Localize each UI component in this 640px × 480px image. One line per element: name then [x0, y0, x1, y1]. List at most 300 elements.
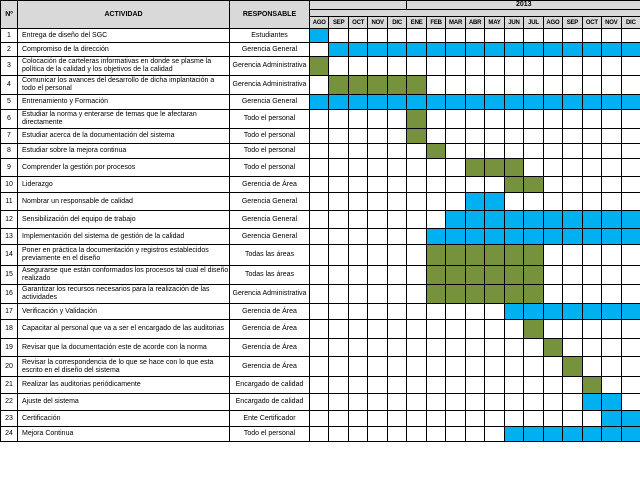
month-header: MAY: [485, 17, 504, 29]
activity-cell: Garantizar los recursos necesarios para la realización de las actividades: [18, 285, 230, 304]
gantt-empty-cell: [465, 129, 484, 144]
gantt-empty-cell: [348, 245, 367, 266]
month-header: OCT: [348, 17, 367, 29]
gantt-empty-cell: [368, 144, 387, 159]
gantt-empty-cell: [465, 29, 484, 43]
table-row: [1, 95, 640, 110]
table-row: [1, 193, 640, 211]
gantt-empty-cell: [485, 29, 504, 43]
gantt-empty-cell: [426, 357, 445, 377]
activity-cell: Asegurarse que están conformados los procesos tal cual el diseño realizado: [18, 266, 230, 285]
gantt-bar-cell: [582, 43, 601, 57]
gantt-empty-cell: [485, 76, 504, 95]
gantt-empty-cell: [621, 144, 640, 159]
gantt-bar-cell: [426, 144, 445, 159]
gantt-bar-cell: [621, 211, 640, 229]
gantt-empty-cell: [407, 211, 426, 229]
gantt-empty-cell: [426, 339, 445, 357]
gantt-empty-cell: [563, 394, 582, 411]
gantt-empty-cell: [387, 159, 407, 177]
gantt-empty-cell: [524, 411, 543, 427]
gantt-empty-cell: [368, 29, 387, 43]
gantt-empty-cell: [504, 357, 523, 377]
gantt-empty-cell: [310, 193, 329, 211]
responsible-cell: Gerencia de Área: [230, 320, 310, 339]
gantt-empty-cell: [387, 211, 407, 229]
table-row: [1, 57, 640, 76]
gantt-empty-cell: [426, 411, 445, 427]
gantt-bar-cell: [485, 266, 504, 285]
activity-cell: Colocación de carteleras informativas en donde se plasme la política de la calidad y los objetivos de la calidad: [18, 57, 230, 76]
gantt-empty-cell: [563, 144, 582, 159]
gantt-empty-cell: [426, 211, 445, 229]
month-header: DIC: [621, 17, 640, 29]
responsible-cell: Estudiantes: [230, 29, 310, 43]
month-header: SEP: [329, 17, 348, 29]
row-number: 18: [1, 320, 18, 339]
table-row: [1, 245, 640, 266]
gantt-empty-cell: [329, 266, 348, 285]
gantt-empty-cell: [582, 110, 601, 129]
gantt-empty-cell: [485, 427, 504, 442]
gantt-empty-cell: [368, 193, 387, 211]
gantt-empty-cell: [543, 285, 562, 304]
gantt-empty-cell: [446, 76, 465, 95]
gantt-bar-cell: [485, 159, 504, 177]
gantt-bar-cell: [465, 95, 484, 110]
gantt-bar-cell: [621, 43, 640, 57]
gantt-empty-cell: [602, 159, 621, 177]
gantt-bar-cell: [602, 95, 621, 110]
gantt-empty-cell: [524, 76, 543, 95]
gantt-empty-cell: [310, 76, 329, 95]
gantt-bar-cell: [563, 229, 582, 245]
gantt-bar-cell: [543, 339, 562, 357]
gantt-bar-cell: [446, 43, 465, 57]
activity-cell: Revisar que la documentación este de acorde con la norma: [18, 339, 230, 357]
gantt-empty-cell: [621, 159, 640, 177]
gantt-empty-cell: [310, 245, 329, 266]
gantt-empty-cell: [387, 266, 407, 285]
responsible-cell: Gerencia de Área: [230, 177, 310, 193]
row-number: 13: [1, 229, 18, 245]
gantt-empty-cell: [329, 394, 348, 411]
gantt-bar-cell: [426, 95, 445, 110]
gantt-empty-cell: [407, 193, 426, 211]
gantt-empty-cell: [543, 129, 562, 144]
gantt-empty-cell: [465, 177, 484, 193]
gantt-empty-cell: [543, 377, 562, 394]
gantt-empty-cell: [387, 394, 407, 411]
gantt-empty-cell: [368, 339, 387, 357]
gantt-empty-cell: [582, 57, 601, 76]
gantt-bar-cell: [582, 377, 601, 394]
activity-cell: Entrega de diseño del SGC: [18, 29, 230, 43]
gantt-empty-cell: [485, 357, 504, 377]
gantt-empty-cell: [485, 320, 504, 339]
row-number: 9: [1, 159, 18, 177]
gantt-empty-cell: [446, 159, 465, 177]
responsible-cell: Todo el personal: [230, 110, 310, 129]
responsible-cell: Gerencia General: [230, 229, 310, 245]
gantt-bar-cell: [485, 211, 504, 229]
gantt-empty-cell: [368, 394, 387, 411]
responsible-cell: Gerencia de Área: [230, 357, 310, 377]
gantt-empty-cell: [504, 76, 523, 95]
gantt-empty-cell: [582, 320, 601, 339]
gantt-empty-cell: [621, 245, 640, 266]
gantt-empty-cell: [504, 320, 523, 339]
responsible-cell: Todo el personal: [230, 427, 310, 442]
activity-cell: Estudiar sobre la mejora continua: [18, 144, 230, 159]
row-number: 24: [1, 427, 18, 442]
gantt-empty-cell: [524, 377, 543, 394]
activity-cell: Realizar las auditorias periódicamente: [18, 377, 230, 394]
gantt-bar-cell: [524, 427, 543, 442]
gantt-empty-cell: [582, 177, 601, 193]
gantt-empty-cell: [582, 193, 601, 211]
gantt-empty-cell: [310, 177, 329, 193]
gantt-empty-cell: [504, 394, 523, 411]
gantt-empty-cell: [621, 110, 640, 129]
row-number: 10: [1, 177, 18, 193]
gantt-empty-cell: [407, 144, 426, 159]
gantt-empty-cell: [504, 144, 523, 159]
gantt-empty-cell: [602, 144, 621, 159]
responsible-cell: Gerencia de Área: [230, 304, 310, 320]
gantt-empty-cell: [426, 320, 445, 339]
gantt-empty-cell: [582, 129, 601, 144]
gantt-empty-cell: [407, 357, 426, 377]
table-row: [1, 411, 640, 427]
gantt-bar-cell: [582, 394, 601, 411]
gantt-bar-cell: [582, 211, 601, 229]
gantt-empty-cell: [602, 285, 621, 304]
gantt-empty-cell: [602, 29, 621, 43]
month-header: JUN: [504, 17, 523, 29]
gantt-empty-cell: [563, 76, 582, 95]
gantt-empty-cell: [329, 339, 348, 357]
gantt-empty-cell: [582, 411, 601, 427]
gantt-empty-cell: [310, 211, 329, 229]
responsible-cell: Gerencia General: [230, 211, 310, 229]
gantt-empty-cell: [582, 357, 601, 377]
gantt-empty-cell: [348, 357, 367, 377]
gantt-bar-cell: [602, 427, 621, 442]
gantt-empty-cell: [310, 304, 329, 320]
gantt-empty-cell: [348, 266, 367, 285]
gantt-empty-cell: [387, 29, 407, 43]
gantt-bar-cell: [563, 427, 582, 442]
gantt-empty-cell: [407, 394, 426, 411]
month-header: NOV: [602, 17, 621, 29]
gantt-bar-cell: [524, 285, 543, 304]
gantt-empty-cell: [368, 285, 387, 304]
row-number: 21: [1, 377, 18, 394]
responsible-cell: Gerencia Administrativa: [230, 76, 310, 95]
row-number: 8: [1, 144, 18, 159]
gantt-bar-cell: [465, 245, 484, 266]
gantt-bar-cell: [387, 76, 407, 95]
gantt-empty-cell: [621, 29, 640, 43]
gantt-bar-cell: [348, 43, 367, 57]
gantt-bar-cell: [621, 95, 640, 110]
gantt-empty-cell: [329, 177, 348, 193]
gantt-bar-cell: [563, 357, 582, 377]
gantt-bar-cell: [446, 95, 465, 110]
num-header: Nº: [1, 1, 18, 29]
row-number: 1: [1, 29, 18, 43]
gantt-bar-cell: [368, 76, 387, 95]
gantt-empty-cell: [543, 57, 562, 76]
gantt-empty-cell: [465, 339, 484, 357]
gantt-empty-cell: [387, 427, 407, 442]
gantt-bar-cell: [426, 285, 445, 304]
gantt-empty-cell: [310, 427, 329, 442]
gantt-bar-cell: [504, 285, 523, 304]
gantt-empty-cell: [426, 377, 445, 394]
gantt-empty-cell: [485, 304, 504, 320]
gantt-bar-cell: [348, 95, 367, 110]
activity-cell: Ajuste del sistema: [18, 394, 230, 411]
gantt-empty-cell: [310, 110, 329, 129]
gantt-empty-cell: [504, 29, 523, 43]
gantt-empty-cell: [446, 177, 465, 193]
gantt-empty-cell: [602, 377, 621, 394]
gantt-empty-cell: [524, 159, 543, 177]
gantt-empty-cell: [582, 76, 601, 95]
month-header: NOV: [368, 17, 387, 29]
gantt-empty-cell: [348, 377, 367, 394]
row-number: 22: [1, 394, 18, 411]
gantt-bar-cell: [504, 304, 523, 320]
gantt-bar-cell: [582, 427, 601, 442]
gantt-empty-cell: [348, 304, 367, 320]
gantt-empty-cell: [387, 129, 407, 144]
table-row: [1, 177, 640, 193]
gantt-bar-cell: [621, 427, 640, 442]
gantt-bar-cell: [485, 95, 504, 110]
gantt-empty-cell: [621, 76, 640, 95]
gantt-bar-cell: [602, 304, 621, 320]
gantt-empty-cell: [329, 144, 348, 159]
activity-cell: Liderazgo: [18, 177, 230, 193]
responsible-cell: Gerencia de Área: [230, 339, 310, 357]
gantt-bar-cell: [368, 43, 387, 57]
responsible-cell: Todo el personal: [230, 129, 310, 144]
gantt-empty-cell: [602, 57, 621, 76]
table-row: [1, 339, 640, 357]
gantt-empty-cell: [387, 57, 407, 76]
gantt-empty-cell: [602, 129, 621, 144]
gantt-empty-cell: [504, 57, 523, 76]
activity-cell: Compromiso de la dirección: [18, 43, 230, 57]
row-number: 12: [1, 211, 18, 229]
gantt-empty-cell: [387, 304, 407, 320]
gantt-empty-cell: [543, 144, 562, 159]
responsible-cell: Gerencia General: [230, 43, 310, 57]
gantt-empty-cell: [563, 320, 582, 339]
month-header: ABR: [465, 17, 484, 29]
gantt-bar-cell: [504, 245, 523, 266]
gantt-empty-cell: [368, 411, 387, 427]
gantt-empty-cell: [582, 339, 601, 357]
gantt-bar-cell: [465, 285, 484, 304]
gantt-empty-cell: [387, 339, 407, 357]
table-row: [1, 427, 640, 442]
gantt-empty-cell: [368, 110, 387, 129]
gantt-empty-cell: [368, 57, 387, 76]
gantt-empty-cell: [621, 320, 640, 339]
gantt-bar-cell: [407, 76, 426, 95]
gantt-empty-cell: [504, 339, 523, 357]
gantt-bar-cell: [446, 211, 465, 229]
gantt-empty-cell: [387, 245, 407, 266]
gantt-empty-cell: [543, 320, 562, 339]
gantt-empty-cell: [426, 159, 445, 177]
gantt-empty-cell: [465, 304, 484, 320]
gantt-empty-cell: [426, 29, 445, 43]
gantt-bar-cell: [563, 43, 582, 57]
table-row: [1, 43, 640, 57]
gantt-empty-cell: [387, 193, 407, 211]
activity-cell: Sensibilización del equipo de trabajo: [18, 211, 230, 229]
gantt-empty-cell: [426, 110, 445, 129]
gantt-empty-cell: [329, 427, 348, 442]
gantt-empty-cell: [426, 193, 445, 211]
gantt-empty-cell: [426, 427, 445, 442]
gantt-empty-cell: [348, 285, 367, 304]
gantt-empty-cell: [387, 411, 407, 427]
gantt-empty-cell: [504, 129, 523, 144]
gantt-empty-cell: [426, 129, 445, 144]
gantt-empty-cell: [426, 57, 445, 76]
gantt-bar-cell: [524, 177, 543, 193]
gantt-bar-cell: [524, 245, 543, 266]
responsible-cell: Ente Certificador: [230, 411, 310, 427]
gantt-empty-cell: [446, 377, 465, 394]
gantt-bar-cell: [504, 211, 523, 229]
gantt-empty-cell: [465, 427, 484, 442]
month-header: MAR: [446, 17, 465, 29]
month-header: AGO: [543, 17, 562, 29]
gantt-empty-cell: [563, 285, 582, 304]
gantt-empty-cell: [543, 159, 562, 177]
gantt-bar-cell: [407, 110, 426, 129]
responsible-header: RESPONSABLE: [230, 1, 310, 29]
gantt-empty-cell: [368, 427, 387, 442]
gantt-empty-cell: [504, 193, 523, 211]
gantt-empty-cell: [524, 57, 543, 76]
gantt-bar-cell: [504, 43, 523, 57]
gantt-bar-cell: [446, 229, 465, 245]
activity-cell: Poner en práctica la documentación y registros establecidos previamente en el diseño: [18, 245, 230, 266]
gantt-empty-cell: [348, 129, 367, 144]
activity-cell: Mejora Continua: [18, 427, 230, 442]
gantt-bar-cell: [504, 427, 523, 442]
gantt-bar-cell: [582, 229, 601, 245]
table-row: [1, 357, 640, 377]
gantt-empty-cell: [329, 320, 348, 339]
gantt-bar-cell: [524, 320, 543, 339]
activity-cell: Comprender la gestión por procesos: [18, 159, 230, 177]
gantt-empty-cell: [407, 320, 426, 339]
responsible-cell: Encargado de calidad: [230, 377, 310, 394]
gantt-empty-cell: [543, 394, 562, 411]
gantt-empty-cell: [387, 229, 407, 245]
gantt-bar-cell: [563, 304, 582, 320]
gantt-empty-cell: [465, 394, 484, 411]
gantt-empty-cell: [485, 394, 504, 411]
gantt-empty-cell: [329, 211, 348, 229]
gantt-empty-cell: [485, 110, 504, 129]
gantt-empty-cell: [310, 229, 329, 245]
row-number: 6: [1, 110, 18, 129]
activity-cell: Certificación: [18, 411, 230, 427]
activity-cell: Revisar la correspondencia de lo que se hace con lo que esta escrito en el diseño del sistema: [18, 357, 230, 377]
gantt-bar-cell: [465, 193, 484, 211]
row-number: 16: [1, 285, 18, 304]
gantt-bar-cell: [465, 211, 484, 229]
gantt-empty-cell: [407, 427, 426, 442]
gantt-empty-cell: [368, 304, 387, 320]
table-row: [1, 76, 640, 95]
gantt-bar-cell: [582, 95, 601, 110]
gantt-bar-cell: [563, 211, 582, 229]
gantt-empty-cell: [563, 110, 582, 129]
activity-cell: Estudiar la norma y enterarse de temas que le afectaran directamente: [18, 110, 230, 129]
gantt-empty-cell: [621, 285, 640, 304]
table-row: [1, 266, 640, 285]
gantt-bar-cell: [543, 95, 562, 110]
row-number: 3: [1, 57, 18, 76]
gantt-empty-cell: [446, 144, 465, 159]
gantt-empty-cell: [310, 129, 329, 144]
gantt-empty-cell: [348, 29, 367, 43]
table-row: [1, 394, 640, 411]
gantt-body: [1, 29, 640, 442]
gantt-empty-cell: [602, 110, 621, 129]
gantt-empty-cell: [621, 266, 640, 285]
responsible-cell: Gerencia General: [230, 193, 310, 211]
gantt-empty-cell: [563, 377, 582, 394]
gantt-bar-cell: [446, 285, 465, 304]
gantt-empty-cell: [563, 245, 582, 266]
gantt-empty-cell: [602, 193, 621, 211]
gantt-empty-cell: [310, 357, 329, 377]
gantt-empty-cell: [407, 177, 426, 193]
gantt-empty-cell: [563, 339, 582, 357]
gantt-empty-cell: [446, 304, 465, 320]
responsible-cell: Todas las áreas: [230, 266, 310, 285]
gantt-empty-cell: [543, 411, 562, 427]
gantt-empty-cell: [563, 29, 582, 43]
gantt-empty-cell: [543, 29, 562, 43]
gantt-bar-cell: [504, 266, 523, 285]
gantt-bar-cell: [524, 266, 543, 285]
gantt-bar-cell: [485, 229, 504, 245]
gantt-empty-cell: [310, 144, 329, 159]
gantt-bar-cell: [310, 95, 329, 110]
gantt-bar-cell: [543, 427, 562, 442]
gantt-empty-cell: [602, 177, 621, 193]
year-spacer: [310, 10, 640, 17]
gantt-empty-cell: [310, 377, 329, 394]
gantt-empty-cell: [524, 193, 543, 211]
gantt-empty-cell: [524, 339, 543, 357]
gantt-empty-cell: [329, 159, 348, 177]
gantt-empty-cell: [329, 57, 348, 76]
